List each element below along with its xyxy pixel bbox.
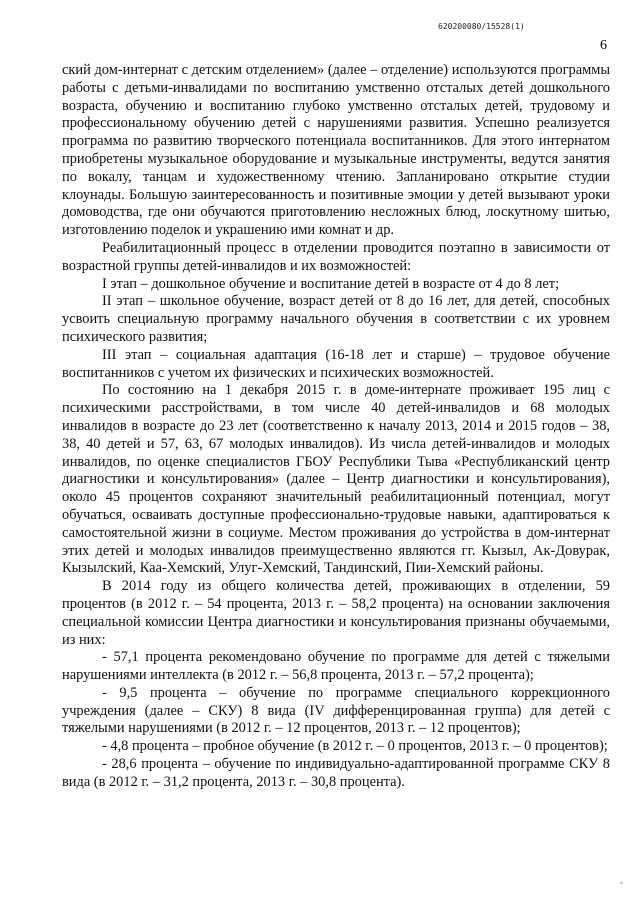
document-id: 620200080/15528(1) [438, 22, 525, 31]
paragraph: По состоянию на 1 декабря 2015 г. в доме-интернате проживает 195 лиц с психическими расстройствами, в том числе 40 детей-инвалидов и 68 молодых инвалидов в возрасте до 23 лет (соответственно к началу 2013, 2014 и 2015 годов – 38, 38, 40 детей и 57, 63, 67 молодых инвалидов). Из числа детей-инвалидов и молодых инвалидов, по оценке специалистов ГБОУ Республики Тыва «Республиканский центр диагностики и консультирования» (далее – Центр диагностики и консультирования), около 45 процентов сохраняют значительный реабилитационный потенциал, могут обучаться, осваивать доступные профессионально-трудовые навыки, адаптироваться к самостоятельной жизни в социуме. Местом проживания до устройства в дом-интернат этих детей и молодых инвалидов преимущественно являются гг. Кызыл, Ак-Довурак, Кызылский, Каа-Хемский, Улуг-Хемский, Тандинский, Пии-Хемский районы. [62, 382, 610, 577]
scan-corner-mark: ⸗ [620, 878, 623, 887]
list-item: - 9,5 процента – обучение по программе специального коррекционного учреждения (далее – СКУ) 8 вида (IV дифференцированная группа) для детей с тяжелыми нарушениями (в 2012 г. – 12 процентов, 2013 г. – 12 процентов); [62, 684, 610, 737]
stage-item: III этап – социальная адаптация (16-18 лет и старше) – трудовое обучение воспитанников с учетом их физических и психических возможностей. [62, 346, 610, 381]
paragraph-continuation: ский дом-интернат с детским отделением» (далее – отделение) используются программы работы с детьми-инвалидами по воспитанию умственно отсталых детей дошкольного возраста, обучению и воспитанию глубоко умственно отсталых детей, трудовому и профессиональному обучению детей с нарушениями развития. Успешно реализуется программа по развитию творческого потенциала воспитанников. Для этого интернатом приобретены музыкальное оборудование и музыкальные инструменты, ведутся занятия по вокалу, танцам и художественному чтению. Запланировано открытие студии клоунады. Большую заинтересованность и позитивные эмоции у детей вызывают уроки домоводства, где они обучаются приготовлению несложных блюд, лоскутному шитью, изготовлению поделок и украшению ими комнат и др. [62, 62, 610, 239]
stage-item: II этап – школьное обучение, возраст детей от 8 до 16 лет, для детей, способных усвоить специальную программу начального обучения в соответствии с их уровнем психического развития; [62, 293, 610, 345]
document-body [62, 62, 610, 792]
list-item: - 57,1 процента рекомендовано обучение по программе для детей с тяжелыми нарушениями интеллекта (в 2012 г. – 56,8 процента, 2013 г. – 57,2 процента); [62, 649, 610, 684]
list-item: - 4,8 процента – пробное обучение (в 2012 г. – 0 процентов, 2013 г. – 0 процентов); [102, 738, 608, 755]
list-item: - 28,6 процента – обучение по индивидуально-адаптированной программе СКУ 8 вида (в 2012 г. – 31,2 процента, 2013 г. – 30,8 процента). [62, 756, 610, 790]
paragraph: В 2014 году из общего количества детей, проживающих в отделении, 59 процентов (в 2012 г. – 54 процента, 2013 г. – 58,2 процента) на основании заключения специальной комиссии Центра диагностики и консультирования признаны обучаемыми, из них: [62, 578, 610, 648]
paragraph: Реабилитационный процесс в отделении проводится поэтапно в зависимости от возрастной группы детей-инвалидов и их возможностей: [62, 239, 610, 274]
page-number: 6 [600, 38, 607, 53]
stage-item: I этап – дошкольное обучение и воспитание детей в возрасте от 4 до 8 лет; [102, 275, 560, 292]
